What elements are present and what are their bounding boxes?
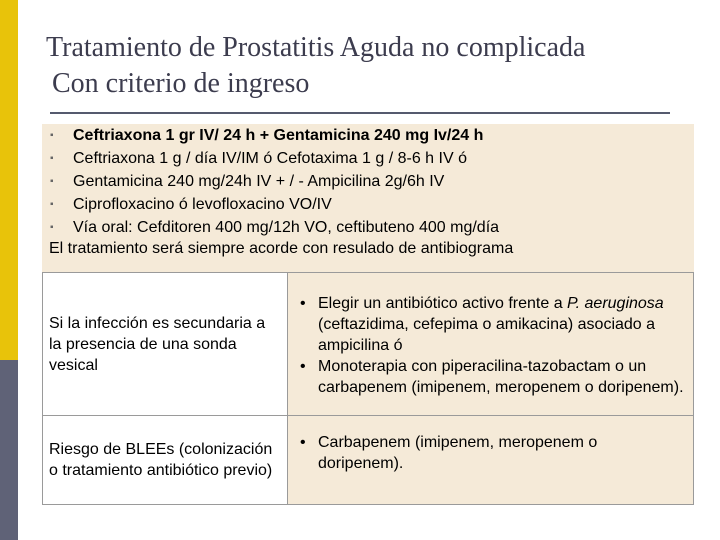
special-cases-table xyxy=(42,272,694,505)
square-bullet-icon: ▪ xyxy=(50,176,54,187)
treatment-text: Carbapenem (imipenem, meropenem o doripenem). xyxy=(318,434,598,472)
condition-cell: Riesgo de BLEEs (colonización o tratamiento antibiótico previo) xyxy=(43,416,288,505)
square-bullet-icon: ▪ xyxy=(50,222,54,233)
treatment-text-post: (ceftazidima, cefepima o amikacina) asociado a ampicilina ó xyxy=(318,315,656,354)
bullet-dot-icon: • xyxy=(300,357,306,375)
treatment-text-pre: Elegir un antibiótico activo frente a xyxy=(318,294,568,312)
treatment-item xyxy=(296,293,687,356)
treatment-list xyxy=(296,432,687,474)
side-accent-yellow xyxy=(0,0,18,360)
slide-title-line1: Tratamiento de Prostatitis Aguda no complicada xyxy=(46,32,586,63)
regimen-item xyxy=(42,170,694,193)
bullet-dot-icon: • xyxy=(300,434,306,451)
regimen-text: Gentamicina 240 mg/24h IV + / - Ampicilina 2g/6h IV xyxy=(73,173,445,190)
condition-cell: Si la infección es secundaria a la presencia de una sonda vesical xyxy=(43,273,288,416)
table-row xyxy=(43,416,694,505)
regimen-list xyxy=(42,124,694,239)
title-divider xyxy=(50,112,670,114)
regimen-text: Ceftriaxona 1 gr IV/ 24 h + Gentamicina 240 mg Iv/24 h xyxy=(73,127,484,144)
treatment-cell xyxy=(288,416,694,505)
treatment-text: Monoterapia con piperacilina-tazobactam o un carbapenem (imipenem, meropenem o doripenem). xyxy=(318,357,684,396)
antibiogram-note: El tratamiento será siempre acorde con resulado de antibiograma xyxy=(49,240,514,257)
regimen-item xyxy=(42,193,694,216)
square-bullet-icon: ▪ xyxy=(50,130,54,141)
slide-title xyxy=(46,30,706,102)
treatment-list xyxy=(296,293,687,398)
square-bullet-icon: ▪ xyxy=(50,153,54,164)
treatment-text-organism: P. aeruginosa xyxy=(567,294,664,312)
bullet-dot-icon: • xyxy=(300,294,306,312)
regimen-item xyxy=(42,147,694,170)
treatment-item xyxy=(296,356,687,398)
regimen-item xyxy=(42,124,694,147)
treatment-cell xyxy=(288,273,694,416)
regimen-box xyxy=(42,124,694,272)
regimen-item xyxy=(42,216,694,239)
side-accent-slate xyxy=(0,360,18,540)
regimen-text: Ceftriaxona 1 g / día IV/IM ó Cefotaxima 1 g / 8-6 h IV ó xyxy=(73,150,467,167)
regimen-text: Ciprofloxacino ó levofloxacino VO/IV xyxy=(73,196,332,213)
table-row xyxy=(43,273,694,416)
regimen-text: Vía oral: Cefditoren 400 mg/12h VO, ceftibuteno 400 mg/día xyxy=(73,219,500,236)
treatment-item xyxy=(296,432,687,474)
slide-title-line2: Con criterio de ingreso xyxy=(52,68,310,99)
square-bullet-icon: ▪ xyxy=(50,199,54,210)
